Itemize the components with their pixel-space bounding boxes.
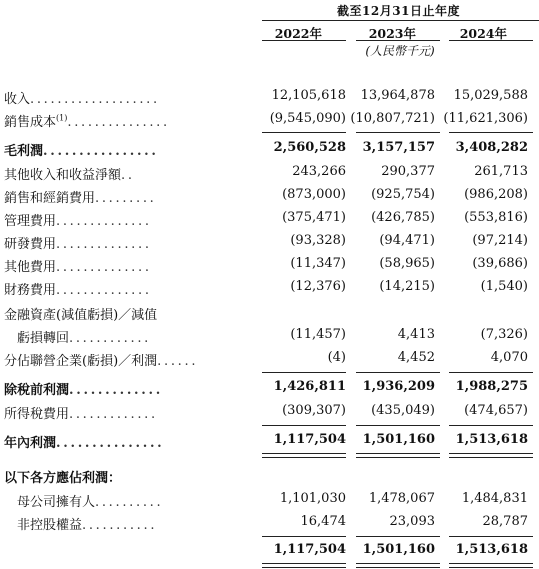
total-double-rule bbox=[356, 563, 440, 568]
total-double-rule bbox=[449, 453, 533, 458]
row-impairment-heading bbox=[0, 304, 539, 326]
value-2024: 4,070 bbox=[490, 350, 528, 365]
row-admin-expenses bbox=[0, 210, 539, 232]
value-2023: (58,965) bbox=[379, 256, 435, 271]
subtotal-rule bbox=[356, 132, 440, 133]
row-income-tax bbox=[0, 403, 539, 425]
subtotal-rule bbox=[262, 132, 346, 133]
value-2024: 3,408,282 bbox=[455, 140, 528, 155]
subtotal-rule bbox=[262, 536, 346, 537]
row-label: 虧損轉回............ bbox=[17, 331, 152, 346]
value-2022: 12,105,618 bbox=[271, 88, 346, 103]
row-label: 分佔聯營企業(虧損)／利潤...... bbox=[4, 354, 199, 369]
row-other-income bbox=[0, 164, 539, 186]
year-2022-underline bbox=[262, 40, 346, 41]
row-profit-for-year bbox=[0, 432, 539, 454]
subtotal-rule bbox=[449, 132, 533, 133]
row-impairment-reversal bbox=[0, 327, 539, 349]
value-2024: 1,988,275 bbox=[455, 379, 528, 394]
row-label: 研發費用.............. bbox=[4, 237, 152, 252]
row-attributable-heading bbox=[0, 467, 539, 489]
value-2023: 1,501,160 bbox=[362, 432, 435, 447]
total-double-rule bbox=[262, 453, 346, 458]
row-selling-expenses bbox=[0, 187, 539, 209]
value-2023: 3,157,157 bbox=[362, 140, 435, 155]
value-2024: (553,816) bbox=[464, 210, 528, 225]
total-double-rule bbox=[356, 453, 440, 458]
value-2022: 1,117,504 bbox=[273, 432, 346, 447]
row-label: 以下各方應佔利潤： bbox=[4, 471, 122, 486]
value-2024: (7,326) bbox=[480, 327, 528, 342]
value-2023: 290,377 bbox=[381, 164, 435, 179]
row-label: 其他費用.............. bbox=[4, 260, 152, 275]
value-2022: 1,426,811 bbox=[273, 379, 346, 394]
row-gross-profit bbox=[0, 140, 539, 162]
row-cost-of-sales bbox=[0, 111, 539, 133]
value-2023: (94,471) bbox=[379, 233, 435, 248]
subtotal-rule bbox=[449, 536, 533, 537]
row-profit-before-tax bbox=[0, 379, 539, 401]
value-2023: (14,215) bbox=[379, 279, 435, 294]
value-2024: (97,214) bbox=[472, 233, 528, 248]
row-label: 毛利潤................ bbox=[4, 144, 159, 159]
year-2023-header: 2023年 bbox=[368, 26, 416, 41]
row-rd-expenses bbox=[0, 233, 539, 255]
value-2022: (12,376) bbox=[290, 279, 346, 294]
row-label: 其他收入和收益淨額.. bbox=[4, 168, 135, 183]
value-2022: (375,471) bbox=[282, 210, 346, 225]
value-2022: 1,101,030 bbox=[279, 491, 346, 506]
total-double-rule bbox=[262, 563, 346, 568]
row-label: 非控股權益........... bbox=[17, 518, 158, 533]
value-2023: (426,785) bbox=[371, 210, 435, 225]
value-2024: (1,540) bbox=[480, 279, 528, 294]
row-finance-costs bbox=[0, 279, 539, 301]
total-double-rule bbox=[449, 563, 533, 568]
row-label: 母公司擁有人.......... bbox=[17, 495, 164, 510]
year-2024-underline bbox=[449, 40, 533, 41]
value-2022: (93,328) bbox=[290, 233, 346, 248]
year-2022-header: 2022年 bbox=[274, 26, 322, 41]
subtotal-rule bbox=[262, 372, 346, 373]
value-2024: 261,713 bbox=[474, 164, 528, 179]
value-2024: (986,208) bbox=[464, 187, 528, 202]
value-2023: 4,452 bbox=[397, 350, 435, 365]
period-underline bbox=[262, 20, 539, 21]
value-2024: 15,029,588 bbox=[453, 88, 528, 103]
value-2022: (873,000) bbox=[282, 187, 346, 202]
footnote-marker: (1) bbox=[56, 113, 68, 123]
value-2023: (10,807,721) bbox=[350, 111, 435, 126]
value-2023: 13,964,878 bbox=[360, 88, 435, 103]
value-2024: 28,787 bbox=[482, 514, 528, 529]
row-associates-share bbox=[0, 350, 539, 372]
row-label: 銷售和經銷費用......... bbox=[4, 191, 157, 206]
period-heading: 截至12月31日止年度 bbox=[337, 4, 460, 18]
row-non-controlling bbox=[0, 514, 539, 536]
value-2024: (39,686) bbox=[472, 256, 528, 271]
row-revenue bbox=[0, 88, 539, 110]
value-2023: 23,093 bbox=[389, 514, 435, 529]
value-2024: 1,484,831 bbox=[461, 491, 528, 506]
value-2023: 1,478,067 bbox=[368, 491, 435, 506]
value-2022: (11,457) bbox=[290, 327, 346, 342]
subtotal-rule bbox=[449, 425, 533, 426]
value-2022: 16,474 bbox=[300, 514, 346, 529]
currency-unit: (人民幣千元) bbox=[365, 44, 435, 58]
value-2022: (4) bbox=[327, 350, 346, 365]
value-2022: 243,266 bbox=[292, 164, 346, 179]
value-2023: 4,413 bbox=[397, 327, 435, 342]
value-2022: (9,545,090) bbox=[269, 111, 346, 126]
value-2023: 1,501,160 bbox=[362, 542, 435, 557]
row-label: 銷售成本$^{(1)}$............... bbox=[4, 113, 170, 130]
year-2024-header: 2024年 bbox=[459, 26, 507, 41]
value-2022: 1,117,504 bbox=[273, 542, 346, 557]
value-2023: 1,936,209 bbox=[362, 379, 435, 394]
subtotal-rule bbox=[356, 536, 440, 537]
value-2023: (435,049) bbox=[371, 403, 435, 418]
row-attributable-total bbox=[0, 542, 539, 564]
subtotal-rule bbox=[262, 425, 346, 426]
row-label: 收入................... bbox=[4, 92, 160, 107]
value-2022: (11,347) bbox=[290, 256, 346, 271]
value-2022: (309,307) bbox=[282, 403, 346, 418]
row-label: 金融資產(減值虧損)／減值 bbox=[4, 308, 158, 323]
subtotal-rule bbox=[449, 372, 533, 373]
value-2024: 1,513,618 bbox=[455, 432, 528, 447]
row-label: 財務費用.............. bbox=[4, 283, 152, 298]
row-label: 年內利潤............... bbox=[4, 436, 165, 451]
row-label: 除稅前利潤............. bbox=[4, 383, 163, 398]
row-parent-owners bbox=[0, 491, 539, 513]
value-2022: 2,560,528 bbox=[273, 140, 346, 155]
value-2023: (925,754) bbox=[371, 187, 435, 202]
value-2024: (474,657) bbox=[464, 403, 528, 418]
subtotal-rule bbox=[356, 425, 440, 426]
row-other-expenses bbox=[0, 256, 539, 278]
year-2023-underline bbox=[356, 40, 440, 41]
subtotal-rule bbox=[356, 372, 440, 373]
value-2024: (11,621,306) bbox=[443, 111, 528, 126]
value-2024: 1,513,618 bbox=[455, 542, 528, 557]
row-label: 所得稅費用............. bbox=[4, 407, 158, 422]
row-label: 管理費用.............. bbox=[4, 214, 152, 229]
